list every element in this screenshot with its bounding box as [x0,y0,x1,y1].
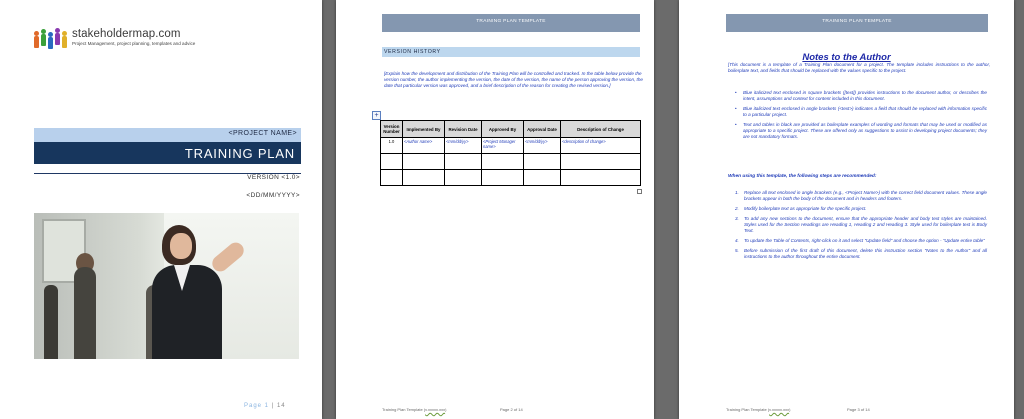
table-row [381,138,641,154]
table-cell[interactable]: 1.0 [381,138,403,154]
page-header-text: TRAINING PLAN TEMPLATE [476,19,546,24]
steps-intro: When using this template, the following steps are recommended: [728,174,877,179]
table-cell[interactable] [403,170,445,186]
project-name-field[interactable]: <PROJECT NAME> [228,130,297,137]
document-title-bar [34,142,301,164]
table-cell[interactable] [403,154,445,170]
cover-page [0,0,322,419]
page-footer-number: Page 3 of 14 [847,407,870,412]
table-move-handle-icon[interactable]: + [372,111,381,120]
list-item[interactable]: • Text and tables in black are provided as boilerplate examples of wording and formats that may be used or modified as appropriate to a specific project. These are offered only as suggestions to assist in developing project documents; they are not mandatory formats. [735,122,987,140]
table-cell[interactable] [381,154,403,170]
footer-doc-name: Training Plan Template ( [382,407,426,412]
table-cell[interactable] [561,154,641,170]
col-header: Revision Date [445,121,482,138]
steps-list [735,190,987,264]
table-cell[interactable] [445,154,482,170]
notes-intro[interactable]: [This document is a template of a Training Plan document for a project. The template includes instructions to the author, boilerplate text, and fields that should be replaced with the values specific to the project. [728,62,990,73]
notes-bullet-list [735,90,987,144]
cover-photo [34,213,299,359]
list-item[interactable]: • Blue italicized text enclosed in square brackets ([text]) provides instructions to the document author, or describes the intent, assumptions and context for content included in this document. [735,90,987,102]
table-cell[interactable] [381,170,403,186]
notes-to-author-page [679,0,1014,419]
page-footer-number: Page 2 of 14 [500,407,523,412]
table-cell[interactable]: <Author name> [403,138,445,154]
people-logo-icon [34,28,68,50]
table-cell[interactable] [561,170,641,186]
list-item[interactable]: 2. Modify boilerplate text as appropriate for the specific project. [735,206,867,211]
table-cell[interactable] [482,170,524,186]
version-history-page [336,0,654,419]
footer-version-field: v.xxxxx.xxx [425,407,446,412]
list-item[interactable]: 4. To update the Table of Contents, right-click on it and select "Update field" and choose the option - "Update entire table" [735,238,985,243]
footer-paren: ) [445,407,447,412]
notes-title: Notes to the Author [802,52,891,63]
version-field[interactable]: VERSION <1.0> [247,174,300,181]
page-label: Page 1 [244,403,270,409]
col-header: Description of Change [561,121,641,138]
date-field[interactable]: <DD/MM/YYYY> [246,192,300,199]
table-cell[interactable]: <mm/dd/yy> [445,138,482,154]
footer-doc-name: Training Plan Template ( [726,407,770,412]
footer-version-field: v.xxxxx.xxx [769,407,790,412]
page-footer-left [726,407,790,412]
col-header: Version Number [381,121,403,138]
page-header-bar [726,14,988,32]
page-total: 14 [276,403,286,409]
table-row [381,154,641,170]
col-header: Implemented By [403,121,445,138]
table-resize-handle[interactable] [637,189,642,194]
footer-paren: ) [789,407,791,412]
page-number [244,403,286,409]
table-cell[interactable]: <description of change> [561,138,641,154]
page-header-bar [382,14,640,32]
brand-tagline: Project Management, project planning, templates and advice [72,41,196,46]
table-cell[interactable]: <Project Manager name> [482,138,524,154]
table-cell[interactable] [524,170,561,186]
document-title: TRAINING PLAN [184,146,295,161]
version-history-table [380,120,641,186]
page-footer-left [382,407,446,412]
project-name-bar [34,128,301,142]
table-row [381,170,641,186]
section-heading: VERSION HISTORY [384,49,441,55]
list-item[interactable]: 1. Replace all text enclosed in angle brackets (e.g., <Project Name>) with the correct field document values. These angle brackets appear in both the body of the document and in headers and footers. [735,190,987,201]
list-item[interactable]: • Blue italicized text enclosed in angle brackets (<text>) indicates a field that should be replaced with information specific to a particular project. [735,106,987,118]
col-header: Approved By [482,121,524,138]
list-item[interactable]: 5. Before submission of the first draft of this document, delete this instruction section "Notes to the Author" and all instructions to the author throughout the entire document. [735,248,987,259]
table-cell[interactable] [482,154,524,170]
brand-name: stakeholdermap.com [72,28,181,40]
table-cell[interactable] [524,154,561,170]
section-heading-bar [382,47,640,57]
table-cell[interactable]: <mm/dd/yy> [524,138,561,154]
table-header-row [381,121,641,138]
stakeholdermap-logo [34,28,195,50]
col-header: Approval Date [524,121,561,138]
table-cell[interactable] [445,170,482,186]
list-item[interactable]: 3. To add any new sections to the document, ensure that the appropriate header and body text styles are maintained. Styles used for the Section Headings are Heading 1, Heading 2 and Heading 3. Style used for boilerplate text is Body Text. [735,216,987,233]
page-header-text: TRAINING PLAN TEMPLATE [822,19,892,24]
version-history-instructions[interactable]: [Explain how the development and distribution of the Training Plan will be controlled and tracked. In the table below provide the version number, the author implementing the version, the date of the version, the name of the person approving the version, the date that particular version was approved, and a brief description of the reason for creating the revised version.] [384,71,643,89]
page-separator: | [269,403,277,409]
